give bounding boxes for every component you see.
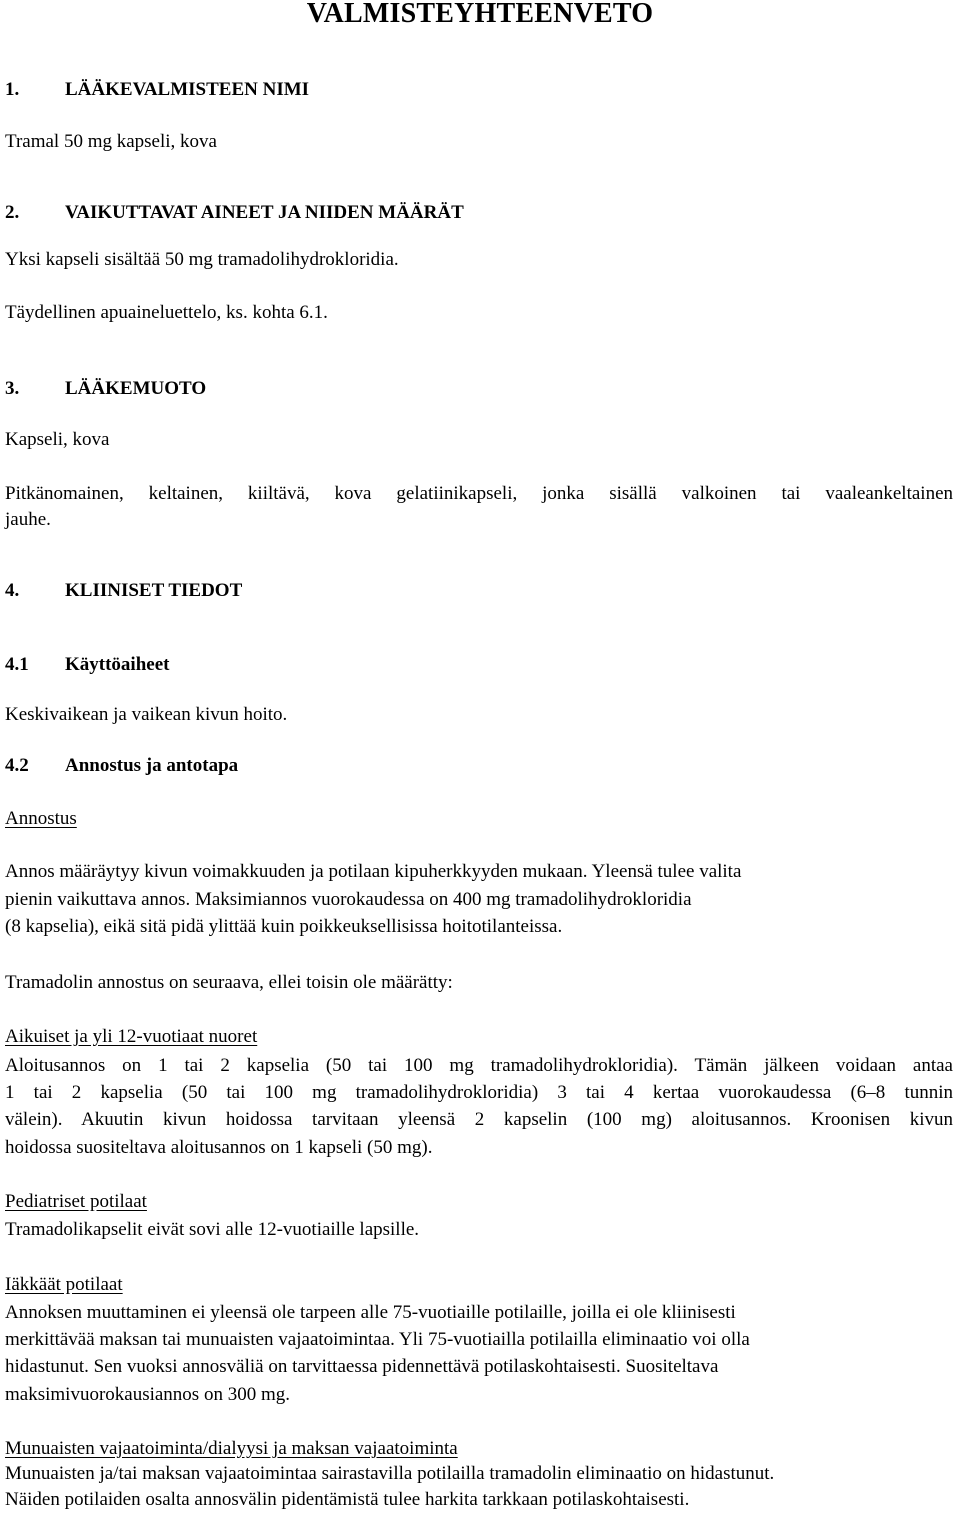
form-description-line: Pitkänomainen, keltainen, kiiltävä, kova gelatiinikapseli, jonka sisällä valkoinen tai vaaleankeltainen bbox=[5, 483, 953, 504]
indications-text: Keskivaikean ja vaikean kivun hoito. bbox=[5, 704, 288, 725]
section-3-heading bbox=[5, 379, 206, 398]
section-4-number: 4. bbox=[5, 580, 20, 601]
pharmaceutical-form: Kapseli, kova bbox=[5, 429, 110, 450]
section-2-heading bbox=[5, 203, 464, 222]
section-2-number: 2. bbox=[5, 202, 20, 223]
section-4-1-title: Käyttöaiheet bbox=[65, 654, 170, 675]
section-4-1-heading bbox=[5, 655, 169, 674]
section-3-number: 3. bbox=[5, 378, 20, 399]
form-description-line: jauhe. bbox=[5, 509, 51, 530]
elderly-paragraph-line: merkittävää maksan tai munuaisten vajaatoimintaa. Yli 75-vuotiailla potilailla eliminaatio voi olla bbox=[5, 1329, 750, 1350]
composition-text: Yksi kapseli sisältää 50 mg tramadolihydrokloridia. bbox=[5, 249, 399, 270]
pediatric-subheading: Pediatriset potilaat bbox=[5, 1191, 147, 1212]
adults-paragraph-line: hoidossa suositeltava aloitusannos on 1 kapseli (50 mg). bbox=[5, 1137, 433, 1158]
elderly-paragraph-line: Annoksen muuttaminen ei yleensä ole tarpeen alle 75-vuotiaille potilaille, joilla ei ole kliinisesti bbox=[5, 1302, 736, 1323]
section-4-title: KLIINISET TIEDOT bbox=[65, 580, 243, 601]
section-2-title: VAIKUTTAVAT AINEET JA NIIDEN MÄÄRÄT bbox=[65, 202, 464, 223]
dosing-intro: Tramadolin annostus on seuraava, ellei toisin ole määrätty: bbox=[5, 972, 453, 993]
section-4-2-title: Annostus ja antotapa bbox=[65, 755, 239, 776]
elderly-paragraph-line: hidastunut. Sen vuoksi annosväliä on tarvittaessa pidennettävä potilaskohtaisesti. Suositeltava bbox=[5, 1356, 719, 1377]
excipients-reference: Täydellinen apuaineluettelo, ks. kohta 6.1. bbox=[5, 302, 328, 323]
renal-hepatic-paragraph-line: Näiden potilaiden osalta annosvälin pidentämistä tulee harkita tarkkaan potilaskohtaisesti. bbox=[5, 1489, 690, 1510]
section-4-heading bbox=[5, 581, 242, 600]
section-3-title: LÄÄKEMUOTO bbox=[65, 378, 207, 399]
adults-paragraph-line: välein). Akuutin kivun hoidossa tarvitaan yleensä 2 kapselin (100 mg) aloitusannos. Kroonisen kivun bbox=[5, 1109, 953, 1130]
adults-paragraph-line: Aloitusannos on 1 tai 2 kapselia (50 tai 100 mg tramadolihydrokloridia). Tämän jälkeen voidaan antaa bbox=[5, 1055, 953, 1076]
adults-subheading: Aikuiset ja yli 12-vuotiaat nuoret bbox=[5, 1026, 258, 1047]
section-4-2-heading bbox=[5, 756, 238, 775]
section-4-2-number: 4.2 bbox=[5, 755, 29, 776]
pediatric-text: Tramadolikapselit eivät sovi alle 12-vuotiaille lapsille. bbox=[5, 1219, 420, 1240]
posology-paragraph-line: Annos määräytyy kivun voimakkuuden ja potilaan kipuherkkyyden mukaan. Yleensä tulee valita bbox=[5, 861, 742, 882]
elderly-paragraph-line: maksimivuorokausiannos on 300 mg. bbox=[5, 1384, 290, 1405]
renal-hepatic-subheading: Munuaisten vajaatoiminta/dialyysi ja maksan vajaatoiminta bbox=[5, 1438, 458, 1459]
adults-paragraph-line: 1 tai 2 kapselia (50 tai 100 mg tramadolihydrokloridia) 3 tai 4 kertaa vuorokaudessa (6–8 tunnin bbox=[5, 1082, 953, 1103]
posology-paragraph-line: (8 kapselia), eikä sitä pidä ylittää kuin poikkeuksellisissa hoitotilanteissa. bbox=[5, 916, 563, 937]
section-1-heading bbox=[5, 80, 309, 99]
product-name: Tramal 50 mg kapseli, kova bbox=[5, 131, 217, 152]
renal-hepatic-paragraph-line: Munuaisten ja/tai maksan vajaatoimintaa sairastavilla potilailla tramadolin eliminaatio on hidastunut. bbox=[5, 1463, 775, 1484]
posology-subheading: Annostus bbox=[5, 808, 77, 829]
elderly-subheading: Iäkkäät potilaat bbox=[5, 1274, 123, 1295]
section-1-number: 1. bbox=[5, 79, 20, 100]
section-4-1-number: 4.1 bbox=[5, 654, 29, 675]
document-title: VALMISTEYHTEENVETO bbox=[306, 0, 654, 29]
section-1-title: LÄÄKEVALMISTEEN NIMI bbox=[65, 79, 310, 100]
posology-paragraph-line: pienin vaikuttava annos. Maksimiannos vuorokaudessa on 400 mg tramadolihydrokloridia bbox=[5, 889, 692, 910]
